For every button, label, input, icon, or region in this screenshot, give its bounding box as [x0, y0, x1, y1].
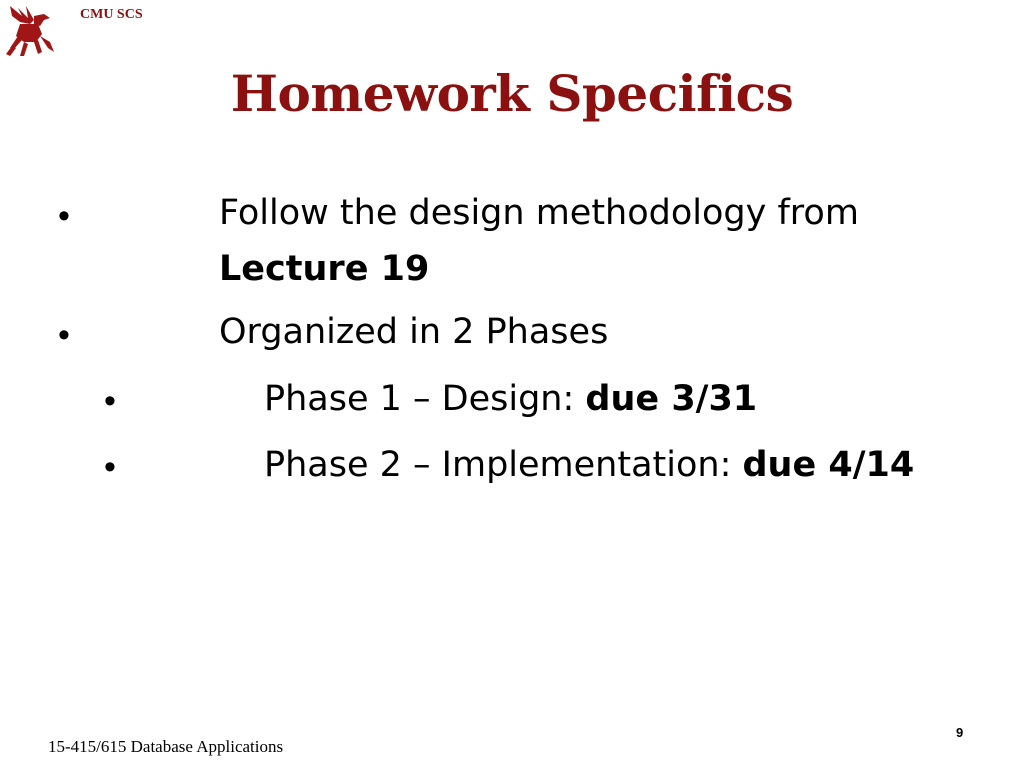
sub-bullet-2: [264, 445, 915, 485]
slide-title: Homework Specifics: [230, 64, 794, 123]
course-footer: 15-415/615 Database Applications: [48, 737, 284, 756]
sub-bullet-1: [264, 379, 758, 419]
bullet-1-continuation: Lecture 19: [219, 249, 430, 289]
sub-bullet-marker: •: [104, 448, 116, 486]
bullet-marker: •: [58, 316, 70, 354]
sub-bullet-1-text: Phase 1 – Design:: [264, 379, 586, 419]
griffin-logo-icon: [4, 2, 56, 62]
sub-bullet-2-text: Phase 2 – Implementation:: [264, 445, 743, 485]
sub-bullet-marker: •: [104, 382, 116, 420]
org-label: CMU SCS: [80, 7, 143, 22]
sub-bullet-1-due: due 3/31: [585, 379, 758, 419]
bullet-2-text: Organized in 2 Phases: [219, 312, 609, 352]
bullet-marker: •: [58, 197, 70, 235]
griffin-logo-graphic: [4, 2, 56, 62]
sub-bullet-2-due: due 4/14: [742, 445, 915, 485]
bullet-1-text: Follow the design methodology from: [219, 193, 859, 233]
page-number: 9: [956, 725, 964, 740]
